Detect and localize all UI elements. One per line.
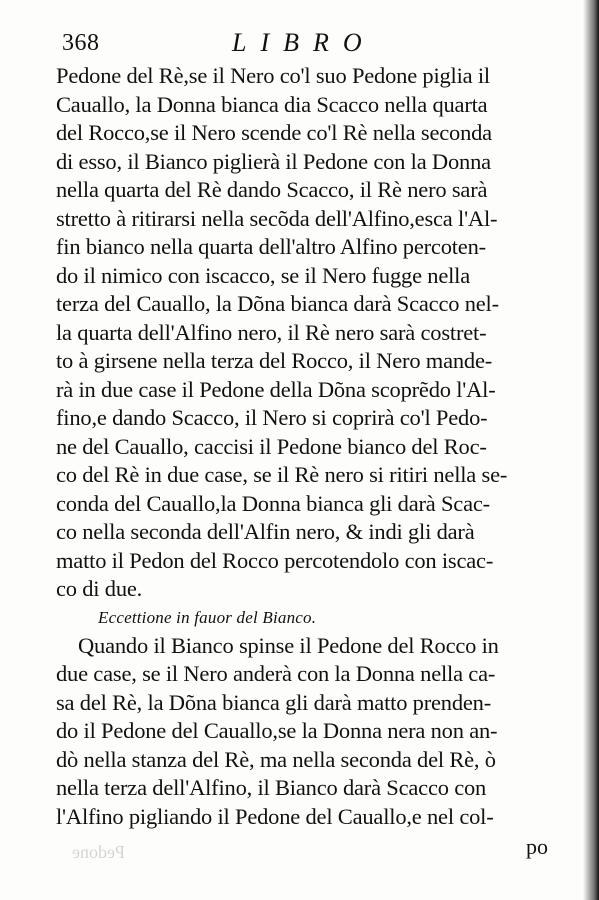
text-line: co del Rè in due case, se il Rè nero si ritiri nella se- xyxy=(56,462,508,487)
gutter-shadow xyxy=(583,0,599,900)
text-line: la quarta dell'Alfino nero, il Rè nero sarà costret- xyxy=(56,319,487,345)
page-number: 368 xyxy=(62,30,100,56)
text-line: Quando il Bianco spinse il Pedone del Rocco in xyxy=(78,632,499,658)
page-header xyxy=(62,26,582,62)
text-line: do il nimico con iscacco, se il Nero fugge nella xyxy=(56,262,471,288)
section-heading: Eccettione in fauor del Bianco. xyxy=(98,607,317,627)
text-line: terza del Cauallo, la Dõna bianca darà Scacco nel- xyxy=(56,291,499,316)
text-line: l'Alfino pigliando il Pedone del Cauallo,e nel col- xyxy=(56,803,494,829)
text-line: do il Pedone del Cauallo,se la Donna nera non an- xyxy=(56,718,498,743)
catchword: po xyxy=(526,834,548,859)
text-line: sa del Rè, la Dõna bianca gli darà matto prenden- xyxy=(56,689,492,715)
text-line: fin bianco nella quarta dell'altro Alfino percoten- xyxy=(56,234,486,259)
text-line: matto il Pedon del Rocco percotendolo con iscac- xyxy=(56,547,494,573)
text-line: co nella seconda dell'Alfin nero, & indi gli darà xyxy=(56,519,475,544)
text-line: conda del Cauallo,la Donna bianca gli darà Scac- xyxy=(56,490,490,516)
text-line: co di due. xyxy=(56,576,143,601)
body-text xyxy=(56,62,580,831)
text-line: stretto à ritirarsi nella secõda dell'Alfino,esca l'Al- xyxy=(56,205,498,231)
text-line: Cauallo, la Donna bianca dia Scacco nella quarta xyxy=(56,91,488,117)
text-line: del Rocco,se il Nero scende co'l Rè nella seconda xyxy=(56,120,492,145)
text-line: nella quarta del Rè dando Scacco, il Rè nero sarà xyxy=(56,177,488,202)
text-line: to à girsene nella terza del Rocco, il Nero mande- xyxy=(56,348,493,373)
text-line: fino,e dando Scacco, il Nero si coprirà co'l Pedo- xyxy=(56,405,488,430)
text-line: Pedone del Rè,se il Nero co'l suo Pedone piglia il xyxy=(56,63,490,88)
text-line: nella terza dell'Alfino, il Bianco darà Scacco con xyxy=(56,775,487,800)
text-line: rà in due case il Pedone della Dõna scoprẽdo l'Al- xyxy=(56,376,496,402)
running-head: LIBRO xyxy=(232,28,376,57)
bleed-through-text: Pedone xyxy=(72,842,125,862)
text-line: dò nella stanza del Rè, ma nella seconda del Rè, ò xyxy=(56,746,496,772)
text-line: due case, se il Nero anderà con la Donna nella ca- xyxy=(56,661,496,686)
text-line: di esso, il Bianco piglierà il Pedone con la Donna xyxy=(56,148,491,174)
text-line: ne del Cauallo, caccisi il Pedone bianco del Roc- xyxy=(56,433,487,459)
